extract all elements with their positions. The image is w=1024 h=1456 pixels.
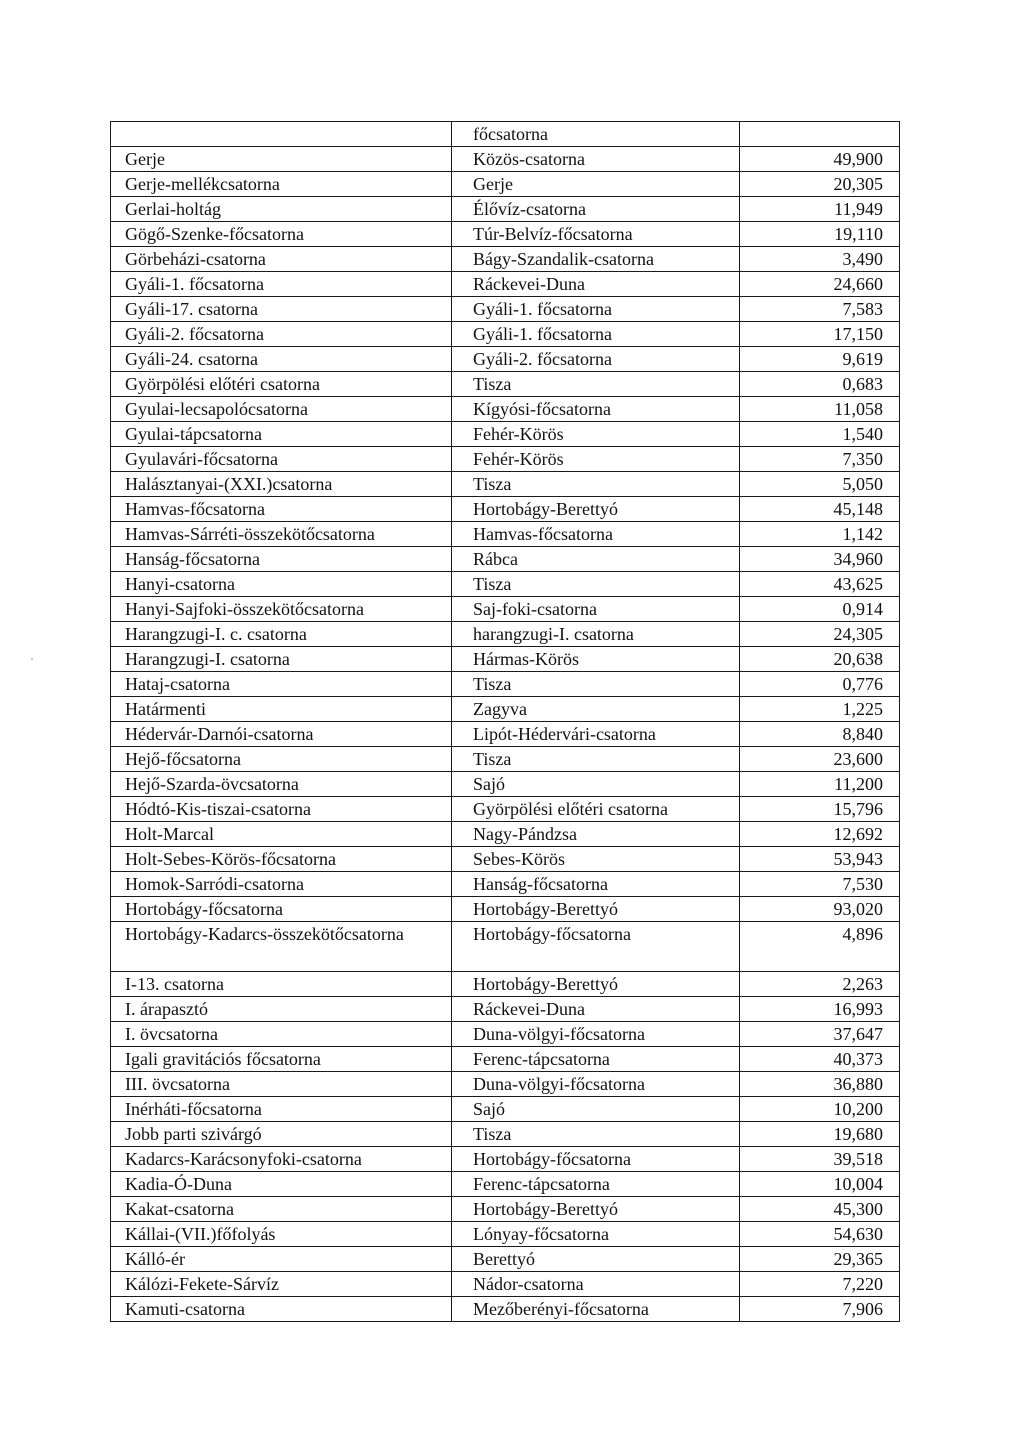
receiver-cell: Hortobágy-főcsatorna — [452, 922, 740, 972]
table-row — [111, 347, 900, 372]
table-row — [111, 1272, 900, 1297]
canal-name-cell: Hanyi-Sajfoki-összekötőcsatorna — [111, 597, 452, 622]
table-row — [111, 422, 900, 447]
length-cell: 45,148 — [740, 497, 900, 522]
table-row — [111, 297, 900, 322]
receiver-cell: Élővíz-csatorna — [452, 197, 740, 222]
canal-table-body — [111, 122, 900, 1322]
receiver-cell: Sebes-Körös — [452, 847, 740, 872]
length-cell: 1,540 — [740, 422, 900, 447]
receiver-cell: Lónyay-főcsatorna — [452, 1222, 740, 1247]
canal-name-cell: Határmenti — [111, 697, 452, 722]
receiver-cell: Túr-Belvíz-főcsatorna — [452, 222, 740, 247]
table-row — [111, 672, 900, 697]
length-cell: 29,365 — [740, 1247, 900, 1272]
canal-name-cell: Gyulai-tápcsatorna — [111, 422, 452, 447]
table-row — [111, 397, 900, 422]
table-row — [111, 997, 900, 1022]
table-row — [111, 1297, 900, 1322]
length-cell: 24,305 — [740, 622, 900, 647]
canal-name-cell: I. övcsatorna — [111, 1022, 452, 1047]
receiver-cell: Hamvas-főcsatorna — [452, 522, 740, 547]
length-cell: 0,683 — [740, 372, 900, 397]
receiver-cell: Kígyósi-főcsatorna — [452, 397, 740, 422]
length-cell: 7,220 — [740, 1272, 900, 1297]
table-row — [111, 697, 900, 722]
table-row — [111, 797, 900, 822]
canal-name-cell: Hanyi-csatorna — [111, 572, 452, 597]
length-cell: 15,796 — [740, 797, 900, 822]
length-cell: 49,900 — [740, 147, 900, 172]
canal-name-cell: Gyulavári-főcsatorna — [111, 447, 452, 472]
canal-name-cell: Igali gravitációs főcsatorna — [111, 1047, 452, 1072]
receiver-cell: harangzugi-I. csatorna — [452, 622, 740, 647]
receiver-cell: Mezőberényi-főcsatorna — [452, 1297, 740, 1322]
length-cell: 45,300 — [740, 1197, 900, 1222]
canal-name-cell: Görbeházi-csatorna — [111, 247, 452, 272]
receiver-cell: Hortobágy-Berettyó — [452, 497, 740, 522]
length-cell: 40,373 — [740, 1047, 900, 1072]
canal-name-cell: Hanság-főcsatorna — [111, 547, 452, 572]
length-cell: 9,619 — [740, 347, 900, 372]
canal-name-cell: Hejő-főcsatorna — [111, 747, 452, 772]
canal-name-cell: Holt-Marcal — [111, 822, 452, 847]
table-row — [111, 197, 900, 222]
length-cell: 5,050 — [740, 472, 900, 497]
length-cell: 10,004 — [740, 1172, 900, 1197]
receiver-cell: Tisza — [452, 572, 740, 597]
table-row — [111, 572, 900, 597]
table-row — [111, 222, 900, 247]
canal-name-cell: Gerje — [111, 147, 452, 172]
length-cell: 20,305 — [740, 172, 900, 197]
header-name-cell — [111, 122, 452, 147]
canal-name-cell: Gögő-Szenke-főcsatorna — [111, 222, 452, 247]
canal-name-cell: III. övcsatorna — [111, 1072, 452, 1097]
canal-name-cell: Holt-Sebes-Körös-főcsatorna — [111, 847, 452, 872]
table-row — [111, 722, 900, 747]
table-row — [111, 247, 900, 272]
table-row — [111, 472, 900, 497]
receiver-cell: Ráckevei-Duna — [452, 997, 740, 1022]
length-cell: 11,949 — [740, 197, 900, 222]
receiver-cell: Duna-völgyi-főcsatorna — [452, 1072, 740, 1097]
length-cell: 20,638 — [740, 647, 900, 672]
canal-name-cell: Hódtó-Kis-tiszai-csatorna — [111, 797, 452, 822]
table-row — [111, 597, 900, 622]
receiver-cell: Rábca — [452, 547, 740, 572]
receiver-cell: Hortobágy-Berettyó — [452, 897, 740, 922]
table-row — [111, 172, 900, 197]
table-row — [111, 1047, 900, 1072]
length-cell: 1,225 — [740, 697, 900, 722]
table-row — [111, 1022, 900, 1047]
header-length-cell — [740, 122, 900, 147]
table-row — [111, 547, 900, 572]
receiver-cell: Tisza — [452, 472, 740, 497]
receiver-cell: Ferenc-tápcsatorna — [452, 1172, 740, 1197]
canal-name-cell: Kállai-(VII.)főfolyás — [111, 1222, 452, 1247]
canal-name-cell: Kadia-Ó-Duna — [111, 1172, 452, 1197]
receiver-cell: Hortobágy-Berettyó — [452, 972, 740, 997]
receiver-cell: Tisza — [452, 672, 740, 697]
receiver-cell: Fehér-Körös — [452, 422, 740, 447]
length-cell: 8,840 — [740, 722, 900, 747]
receiver-cell: Gerje — [452, 172, 740, 197]
canal-name-cell: Hamvas-főcsatorna — [111, 497, 452, 522]
receiver-cell: Bágy-Szandalik-csatorna — [452, 247, 740, 272]
canal-name-cell: Gyáli-2. főcsatorna — [111, 322, 452, 347]
length-cell: 54,630 — [740, 1222, 900, 1247]
receiver-cell: Hortobágy-Berettyó — [452, 1197, 740, 1222]
receiver-cell: Duna-völgyi-főcsatorna — [452, 1022, 740, 1047]
header-receiver-cell: főcsatorna — [452, 122, 740, 147]
table-row — [111, 1197, 900, 1222]
canal-name-cell: Györpölési előtéri csatorna — [111, 372, 452, 397]
receiver-cell: Györpölési előtéri csatorna — [452, 797, 740, 822]
receiver-cell: Lipót-Hédervári-csatorna — [452, 722, 740, 747]
length-cell: 10,200 — [740, 1097, 900, 1122]
table-row — [111, 872, 900, 897]
length-cell: 12,692 — [740, 822, 900, 847]
length-cell: 24,660 — [740, 272, 900, 297]
canal-name-cell: Gerlai-holtág — [111, 197, 452, 222]
canal-name-cell: Kálózi-Fekete-Sárvíz — [111, 1272, 452, 1297]
canal-name-cell: Hortobágy-Kadarcs-összekötőcsatorna — [111, 922, 452, 972]
canal-name-cell: Kakat-csatorna — [111, 1197, 452, 1222]
receiver-cell: Tisza — [452, 372, 740, 397]
canal-table — [110, 121, 900, 1322]
canal-name-cell: Gerje-mellékcsatorna — [111, 172, 452, 197]
length-cell: 53,943 — [740, 847, 900, 872]
canal-name-cell: Kadarcs-Karácsonyfoki-csatorna — [111, 1147, 452, 1172]
canal-name-cell: Jobb parti szivárgó — [111, 1122, 452, 1147]
table-row — [111, 372, 900, 397]
table-row — [111, 847, 900, 872]
length-cell: 0,776 — [740, 672, 900, 697]
table-row — [111, 447, 900, 472]
table-row — [111, 1247, 900, 1272]
receiver-cell: Gyáli-1. főcsatorna — [452, 297, 740, 322]
canal-name-cell: Hédervár-Darnói-csatorna — [111, 722, 452, 747]
table-row — [111, 1122, 900, 1147]
canal-name-cell: Gyáli-17. csatorna — [111, 297, 452, 322]
receiver-cell: Fehér-Körös — [452, 447, 740, 472]
table-row — [111, 322, 900, 347]
receiver-cell: Berettyó — [452, 1247, 740, 1272]
table-row — [111, 147, 900, 172]
receiver-cell: Gyáli-1. főcsatorna — [452, 322, 740, 347]
canal-name-cell: Harangzugi-I. c. csatorna — [111, 622, 452, 647]
receiver-cell: Zagyva — [452, 697, 740, 722]
canal-name-cell: Kálló-ér — [111, 1247, 452, 1272]
length-cell: 11,200 — [740, 772, 900, 797]
length-cell: 7,906 — [740, 1297, 900, 1322]
canal-name-cell: Gyáli-1. főcsatorna — [111, 272, 452, 297]
receiver-cell: Nagy-Pándzsa — [452, 822, 740, 847]
table-row — [111, 1072, 900, 1097]
length-cell: 34,960 — [740, 547, 900, 572]
receiver-cell: Sajó — [452, 772, 740, 797]
table-row — [111, 622, 900, 647]
canal-name-cell: Inérháti-főcsatorna — [111, 1097, 452, 1122]
receiver-cell: Tisza — [452, 1122, 740, 1147]
receiver-cell: Hortobágy-főcsatorna — [452, 1147, 740, 1172]
table-row — [111, 772, 900, 797]
length-cell: 11,058 — [740, 397, 900, 422]
length-cell: 0,914 — [740, 597, 900, 622]
canal-name-cell: I-13. csatorna — [111, 972, 452, 997]
canal-name-cell: Hortobágy-főcsatorna — [111, 897, 452, 922]
receiver-cell: Hármas-Körös — [452, 647, 740, 672]
length-cell: 2,263 — [740, 972, 900, 997]
table-row — [111, 497, 900, 522]
canal-name-cell: Harangzugi-I. csatorna — [111, 647, 452, 672]
table-row — [111, 747, 900, 772]
length-cell: 19,680 — [740, 1122, 900, 1147]
table-header-row — [111, 122, 900, 147]
canal-name-cell: Homok-Sarródi-csatorna — [111, 872, 452, 897]
scan-speck — [31, 658, 33, 660]
receiver-cell: Közös-csatorna — [452, 147, 740, 172]
canal-name-cell: Hejő-Szarda-övcsatorna — [111, 772, 452, 797]
table-row — [111, 522, 900, 547]
length-cell: 17,150 — [740, 322, 900, 347]
table-row — [111, 897, 900, 922]
table-row — [111, 822, 900, 847]
table-row — [111, 922, 900, 972]
length-cell: 23,600 — [740, 747, 900, 772]
length-cell: 43,625 — [740, 572, 900, 597]
length-cell: 37,647 — [740, 1022, 900, 1047]
canal-name-cell: Gyáli-24. csatorna — [111, 347, 452, 372]
length-cell: 19,110 — [740, 222, 900, 247]
receiver-cell: Tisza — [452, 747, 740, 772]
table-row — [111, 1172, 900, 1197]
receiver-cell: Saj-foki-csatorna — [452, 597, 740, 622]
length-cell: 3,490 — [740, 247, 900, 272]
receiver-cell: Nádor-csatorna — [452, 1272, 740, 1297]
receiver-cell: Hanság-főcsatorna — [452, 872, 740, 897]
canal-name-cell: I. árapasztó — [111, 997, 452, 1022]
table-row — [111, 1147, 900, 1172]
receiver-cell: Gyáli-2. főcsatorna — [452, 347, 740, 372]
length-cell: 36,880 — [740, 1072, 900, 1097]
receiver-cell: Sajó — [452, 1097, 740, 1122]
length-cell: 4,896 — [740, 922, 900, 972]
canal-name-cell: Halásztanyai-(XXI.)csatorna — [111, 472, 452, 497]
length-cell: 16,993 — [740, 997, 900, 1022]
table-row — [111, 647, 900, 672]
length-cell: 7,350 — [740, 447, 900, 472]
table-row — [111, 1222, 900, 1247]
table-row — [111, 1097, 900, 1122]
canal-name-cell: Hamvas-Sárréti-összekötőcsatorna — [111, 522, 452, 547]
canal-name-cell: Hataj-csatorna — [111, 672, 452, 697]
receiver-cell: Ferenc-tápcsatorna — [452, 1047, 740, 1072]
canal-name-cell: Kamuti-csatorna — [111, 1297, 452, 1322]
length-cell: 1,142 — [740, 522, 900, 547]
table-row — [111, 972, 900, 997]
receiver-cell: Ráckevei-Duna — [452, 272, 740, 297]
length-cell: 7,530 — [740, 872, 900, 897]
length-cell: 93,020 — [740, 897, 900, 922]
length-cell: 7,583 — [740, 297, 900, 322]
canal-name-cell: Gyulai-lecsapolócsatorna — [111, 397, 452, 422]
length-cell: 39,518 — [740, 1147, 900, 1172]
table-row — [111, 272, 900, 297]
